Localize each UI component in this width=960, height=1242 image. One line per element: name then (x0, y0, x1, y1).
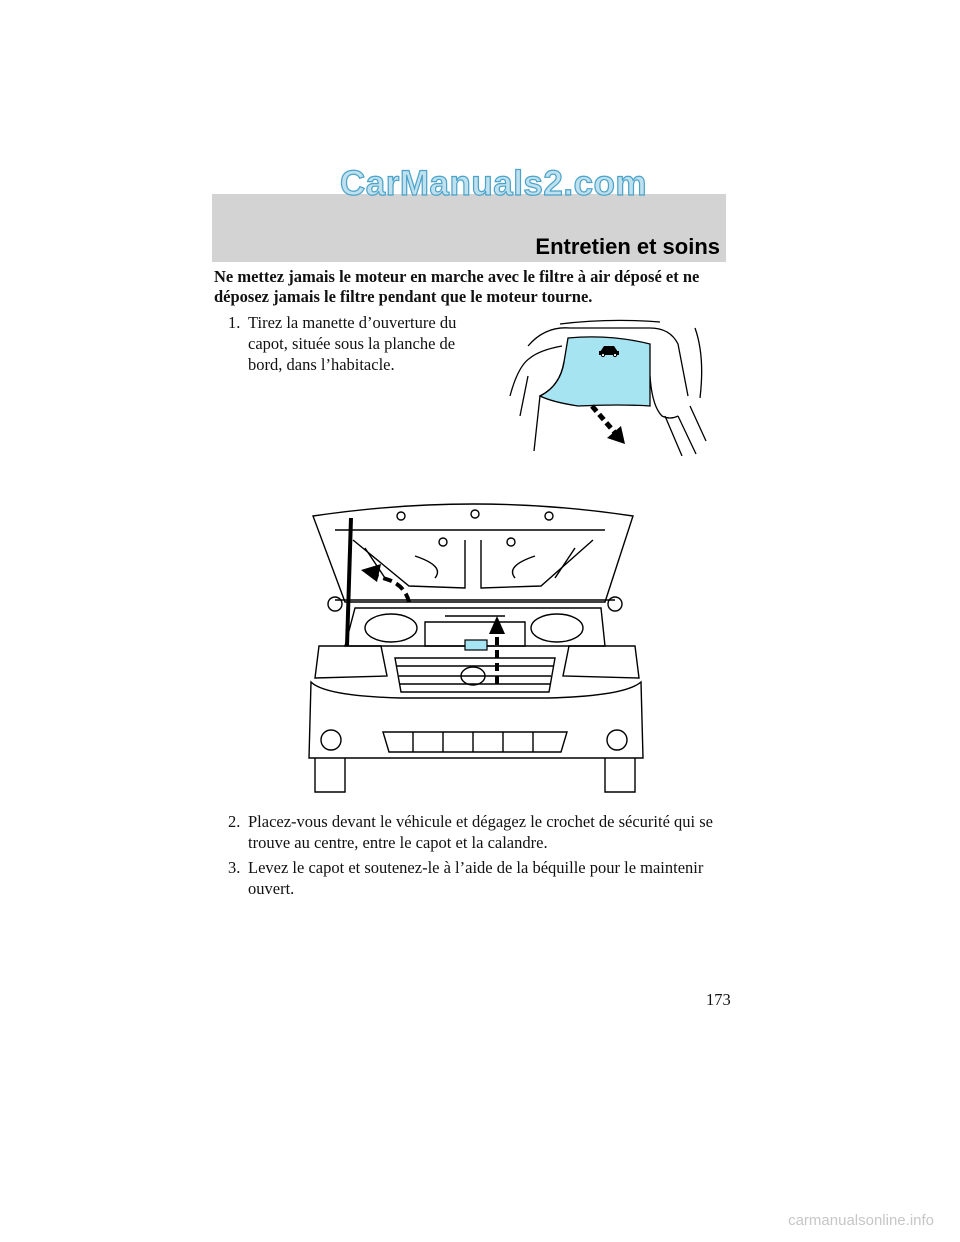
hood-release-illustration (500, 316, 715, 456)
site-watermark: carmanualsonline.info (788, 1212, 934, 1229)
step-3 (228, 857, 733, 899)
step-number: 2. (228, 812, 241, 831)
safety-catch-lever (465, 640, 487, 650)
warning-text: Ne mettez jamais le moteur en marche avec le filtre à air déposé et ne déposez jamais le filtre pendant que le moteur tourne. (214, 267, 700, 306)
step-number: 1. (228, 313, 241, 332)
watermark-logo: CarManuals2.com (340, 164, 648, 203)
step-2 (228, 811, 733, 853)
section-title: Entretien et soins (535, 234, 720, 259)
safety-catch-arrow-icon (489, 616, 505, 684)
step-text: Tirez la manette d’ouverture du capot, située sous la planche de bord, dans l’habitacle. (248, 313, 457, 374)
page-number: 173 (706, 990, 731, 1009)
step-number: 3. (228, 858, 241, 877)
open-hood-illustration (305, 496, 645, 796)
step-text: Placez-vous devant le véhicule et dégagez le crochet de sécurité qui se trouve au centre, entre le capot et la calandre. (248, 812, 713, 852)
pull-arrow-icon (592, 406, 625, 444)
step-1 (228, 312, 488, 375)
step-text: Levez le capot et soutenez-le à l’aide de la béquille pour le maintenir ouvert. (248, 858, 704, 898)
